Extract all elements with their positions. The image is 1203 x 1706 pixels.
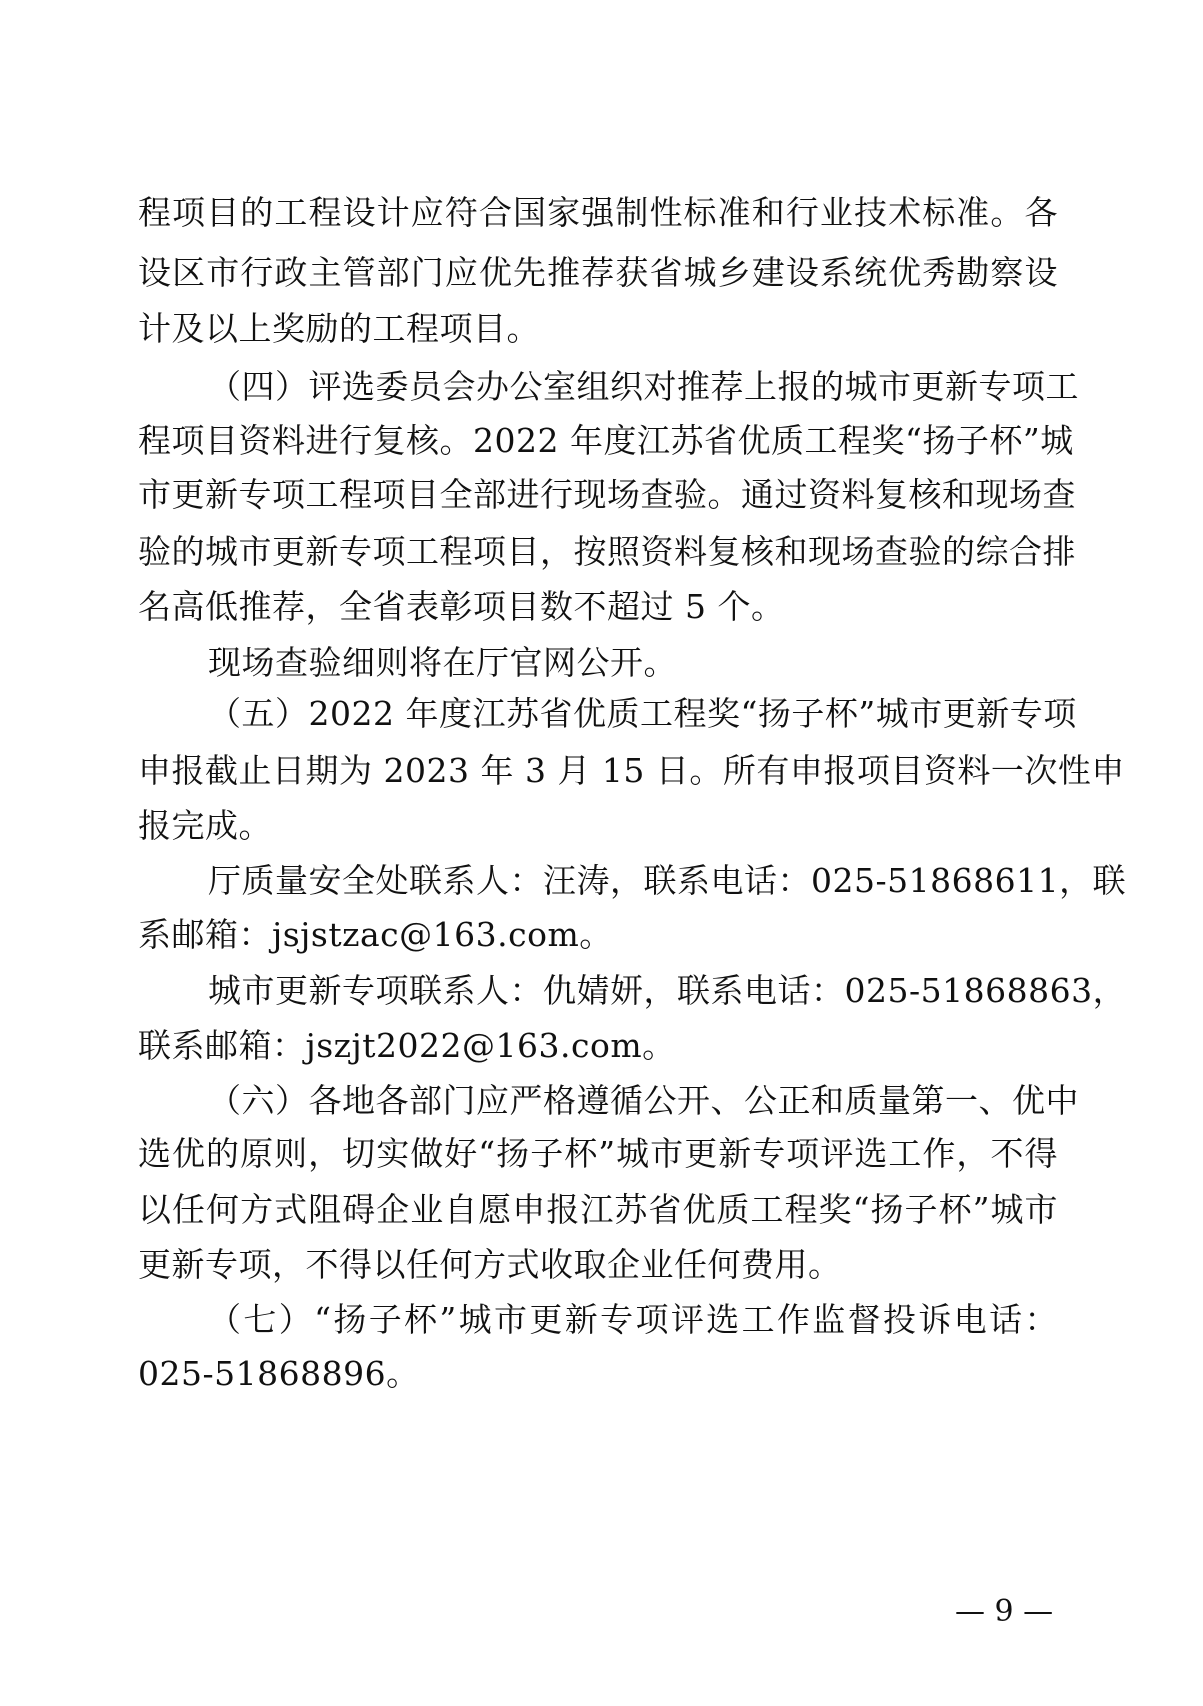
text-line: 程项目资料进行复核。2022 年度江苏省优质工程奖“扬子杯”城 bbox=[138, 421, 1074, 460]
text-line: 程项目的工程设计应符合国家强制性标准和行业技术标准。各 bbox=[138, 193, 1058, 232]
text-line: 025-51868896。 bbox=[138, 1354, 420, 1393]
text-line: 系邮箱：jsjstzac@163.com。 bbox=[138, 915, 613, 954]
page-number: — 9 — bbox=[955, 1594, 1054, 1629]
text-line: 厅质量安全处联系人：汪涛，联系电话：025-51868611，联 bbox=[208, 861, 1127, 900]
text-line: 联系邮箱：jszjt2022@163.com。 bbox=[138, 1026, 676, 1065]
text-line: 验的城市更新专项工程项目，按照资料复核和现场查验的综合排 bbox=[138, 532, 1076, 571]
text-line: （四）评选委员会办公室组织对推荐上报的城市更新专项工 bbox=[208, 367, 1079, 406]
text-line: （五）2022 年度江苏省优质工程奖“扬子杯”城市更新专项 bbox=[208, 694, 1077, 733]
text-line: 市更新专项工程项目全部进行现场查验。通过资料复核和现场查 bbox=[138, 475, 1076, 514]
text-line: 计及以上奖励的工程项目。 bbox=[138, 309, 540, 348]
text-line: 现场查验细则将在厅官网公开。 bbox=[208, 643, 677, 682]
text-line: 选优的原则，切实做好“扬子杯”城市更新专项评选工作，不得 bbox=[138, 1134, 1058, 1173]
text-line: 申报截止日期为 2023 年 3 月 15 日。所有申报项目资料一次性申 bbox=[138, 751, 1125, 790]
text-line: 名高低推荐，全省表彰项目数不超过 5 个。 bbox=[138, 587, 785, 626]
text-line: （六）各地各部门应严格遵循公开、公正和质量第一、优中 bbox=[208, 1081, 1079, 1120]
text-line: 更新专项，不得以任何方式收取企业任何费用。 bbox=[138, 1245, 842, 1284]
text-line: 以任何方式阻碍企业自愿申报江苏省优质工程奖“扬子杯”城市 bbox=[138, 1190, 1058, 1229]
text-line: 报完成。 bbox=[138, 806, 272, 845]
text-line: 设区市行政主管部门应优先推荐获省城乡建设系统优秀勘察设 bbox=[138, 253, 1058, 292]
text-line: （七）“扬子杯”城市更新专项评选工作监督投诉电话： bbox=[208, 1300, 1058, 1339]
text-line: 城市更新专项联系人：仇婧妍，联系电话：025-51868863， bbox=[208, 971, 1127, 1010]
